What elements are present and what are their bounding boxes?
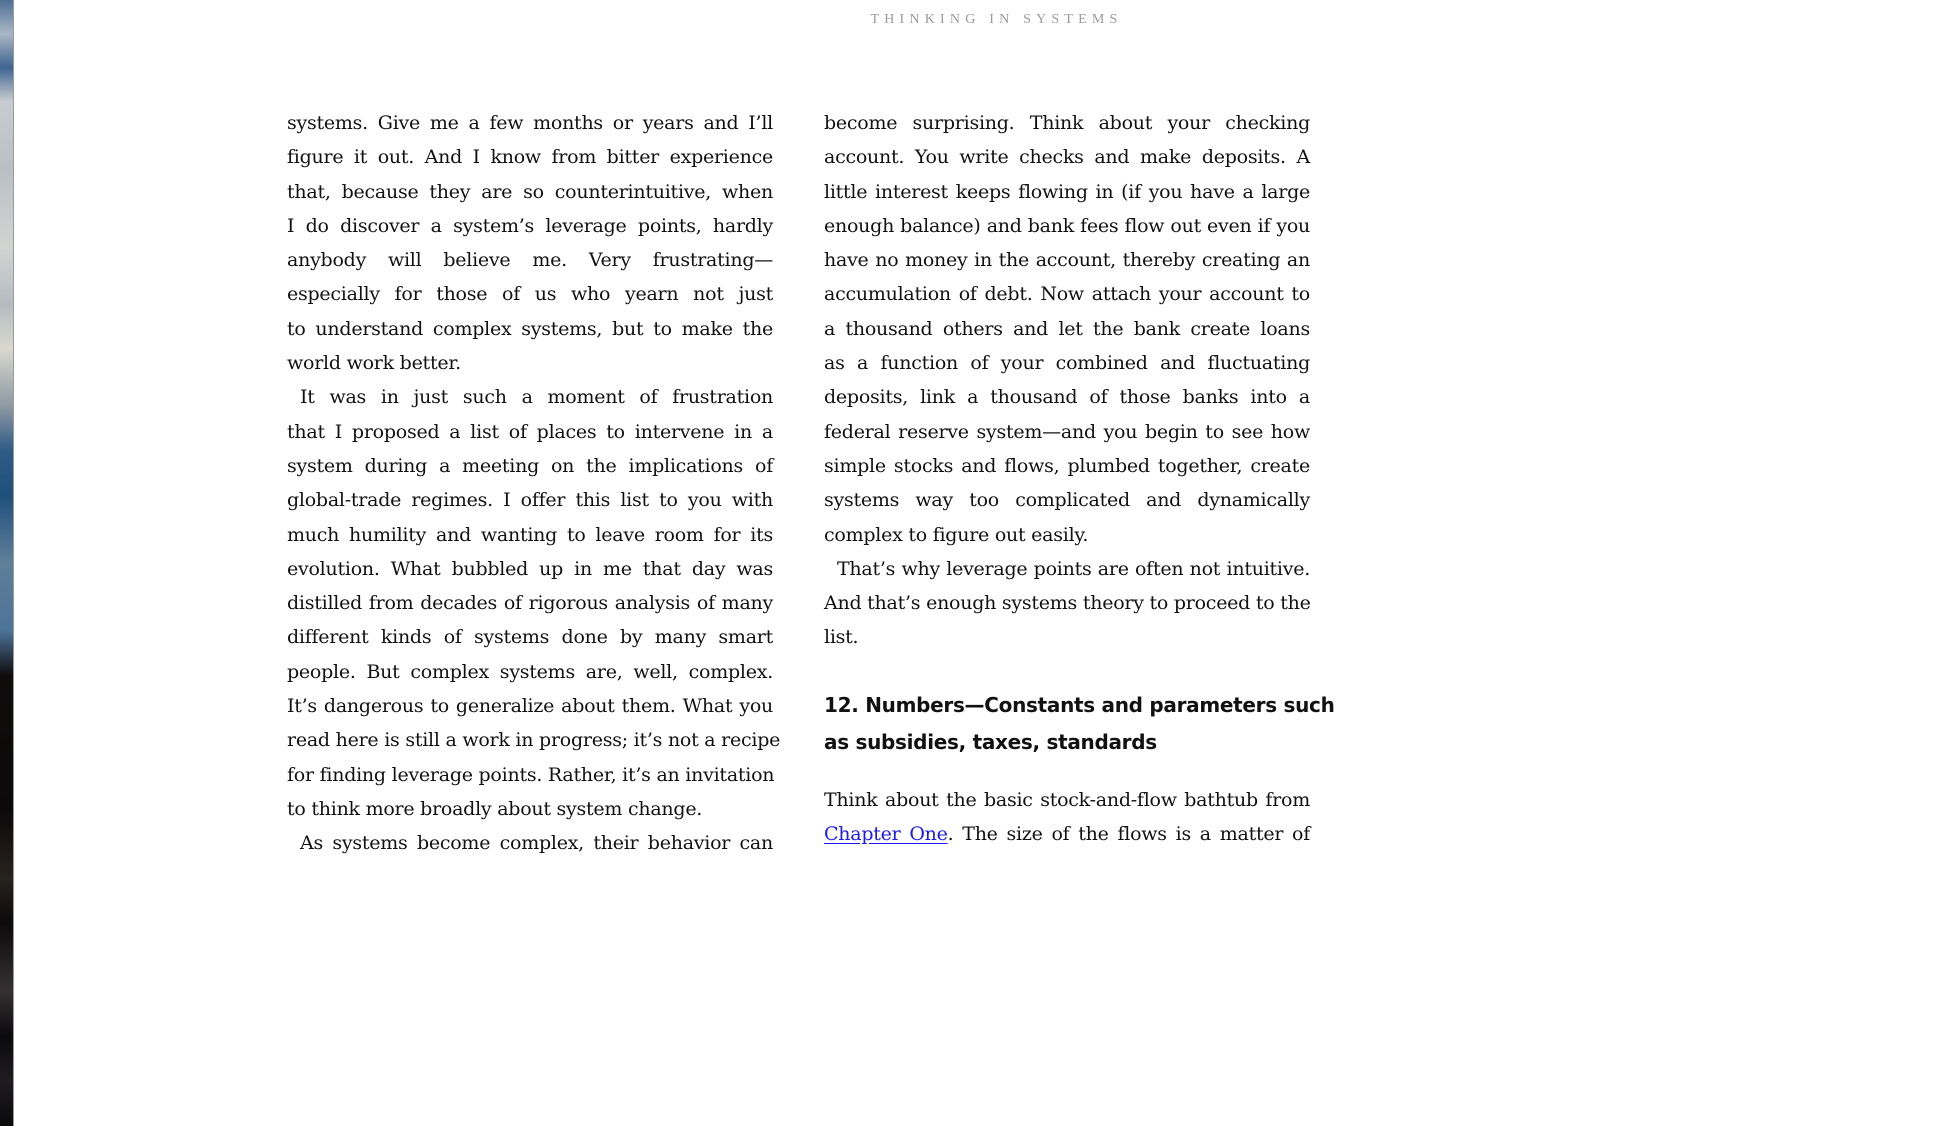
text-line: And that’s enough systems theory to proceed to the bbox=[824, 592, 1311, 615]
text-line: figure it out. And I know from bitter experience bbox=[287, 146, 773, 169]
right-column bbox=[824, 106, 1335, 851]
text-line: systems way too complicated and dynamically bbox=[824, 489, 1310, 512]
text-line: As systems become complex, their behavior can bbox=[300, 832, 773, 855]
text-line: It’s dangerous to generalize about them. What you bbox=[287, 695, 773, 718]
section-heading-line: 12. Numbers—Constants and parameters such bbox=[824, 692, 1335, 717]
text-line: people. But complex systems are, well, complex. bbox=[287, 660, 773, 683]
text-line: world work better. bbox=[287, 352, 461, 375]
text-line: little interest keeps flowing in (if you have a large bbox=[824, 180, 1310, 203]
left-column bbox=[287, 106, 781, 861]
section-heading-line: as subsidies, taxes, standards bbox=[824, 729, 1157, 754]
text-line: a thousand others and let the bank create loans bbox=[824, 317, 1310, 340]
text-line: for finding leverage points. Rather, it’s an invitation bbox=[287, 763, 775, 786]
paragraph bbox=[824, 552, 1310, 655]
text-line: That’s why leverage points are often not intuitive. bbox=[837, 557, 1310, 580]
text-fragment: . The size of the flows is a matter of bbox=[947, 823, 1310, 846]
section-heading bbox=[824, 687, 1335, 761]
desktop-wallpaper-strip bbox=[0, 0, 14, 1126]
text-line: distilled from decades of rigorous analysis of many bbox=[287, 592, 773, 615]
chapter-one-link[interactable]: Chapter One bbox=[824, 823, 948, 846]
text-line: have no money in the account, thereby creating an bbox=[824, 249, 1310, 272]
text-line: systems. Give me a few months or years and I’ll bbox=[287, 112, 773, 134]
text-line: account. You write checks and make deposits. A bbox=[824, 146, 1310, 169]
paragraph bbox=[824, 106, 1310, 552]
text-line: that, because they are so counterintuitive, when bbox=[287, 180, 773, 203]
text-line: that I proposed a list of places to intervene in a bbox=[287, 420, 773, 443]
text-line: list. bbox=[824, 626, 859, 649]
text-line: to think more broadly about system change. bbox=[287, 797, 703, 820]
paragraph bbox=[824, 783, 1310, 852]
text-line: different kinds of systems done by many smart bbox=[287, 626, 773, 649]
paragraph bbox=[287, 380, 781, 826]
text-line: accumulation of debt. Now attach your account to bbox=[824, 283, 1310, 306]
text-line: deposits, link a thousand of those banks into a bbox=[824, 386, 1310, 409]
text-line: Think about the basic stock-and-flow bathtub from bbox=[824, 788, 1310, 811]
paragraph bbox=[287, 826, 773, 860]
text-line: as a function of your combined and fluctuating bbox=[824, 352, 1310, 375]
text-line bbox=[824, 817, 1310, 851]
text-line: simple stocks and flows, plumbed together, create bbox=[824, 454, 1310, 477]
text-line: system during a meeting on the implications of bbox=[287, 454, 773, 477]
text-line: read here is still a work in progress; it’s not a recipe bbox=[287, 729, 781, 752]
text-line: evolution. What bubbled up in me that day was bbox=[287, 557, 773, 580]
paragraph bbox=[287, 106, 773, 380]
text-line: global-trade regimes. I offer this list to you with bbox=[287, 489, 773, 512]
text-line: I do discover a system’s leverage points, hardly bbox=[287, 214, 773, 237]
text-line: federal reserve system—and you begin to see how bbox=[824, 420, 1310, 443]
text-line: It was in just such a moment of frustration bbox=[300, 386, 773, 409]
text-line: enough balance) and bank fees flow out even if you bbox=[824, 214, 1310, 237]
text-line: to understand complex systems, but to make the bbox=[287, 317, 773, 340]
text-line: complex to figure out easily. bbox=[824, 523, 1089, 546]
running-header: THINKING IN SYSTEMS bbox=[870, 12, 1123, 27]
text-line: anybody will believe me. Very frustrating— bbox=[287, 249, 773, 272]
text-line: much humility and wanting to leave room for its bbox=[287, 523, 773, 546]
text-line: especially for those of us who yearn not just bbox=[287, 283, 773, 306]
text-line: become surprising. Think about your checking bbox=[824, 112, 1310, 134]
